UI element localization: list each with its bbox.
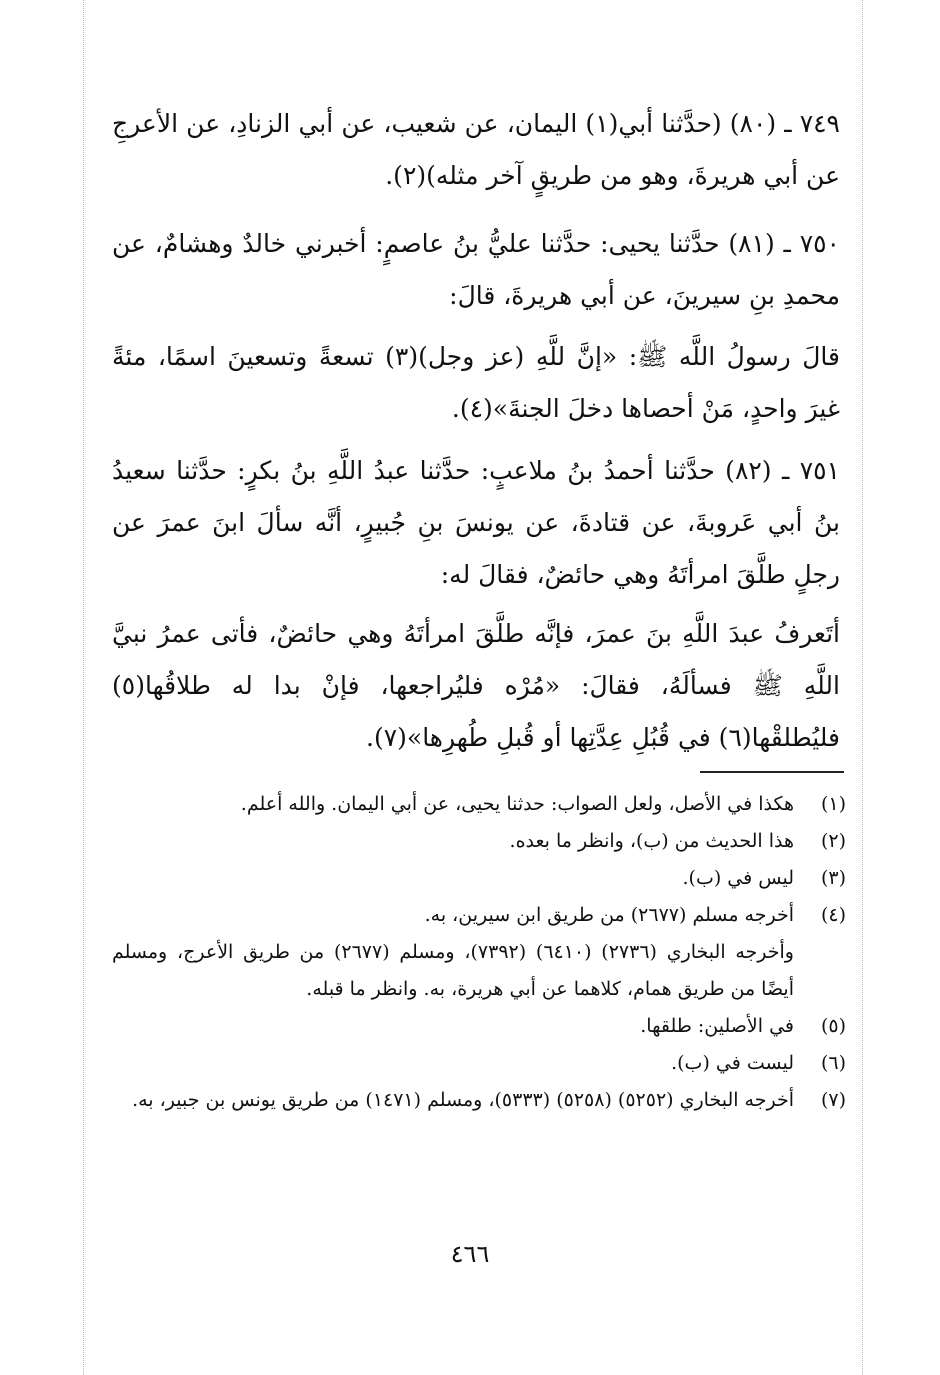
footnote-text: أخرجه مسلم (٢٦٧٧) من طريق ابن سيرين، به.: [424, 904, 794, 926]
footnote: [112, 1045, 846, 1082]
paragraph: ٧٤٩ ـ (٨٠) (حدَّثنا أبي(١) اليمان، عن شعيب، عن أبي الزنادِ، عن الأعرجِ عن أبي هريرةَ، وهو من طريقٍ آخر مثله)(٢).: [112, 109, 840, 190]
footnote-text: هكذا في الأصل، ولعل الصواب: حدثنا يحيى، عن أبي اليمان. والله أعلم.: [240, 793, 794, 815]
footnote-text: في الأصلين: طلقها.: [640, 1015, 794, 1037]
footnote: [112, 897, 846, 934]
footnotes: [112, 786, 846, 1119]
footnote: [112, 1082, 846, 1119]
paragraph: أتَعرفُ عبدَ اللَّهِ بنَ عمرَ، فإنَّه طلَّقَ امرأتَهُ وهي حائضٌ، فأتى عمرُ نبيَّ اللَّهِ ﷺ فسألَهُ، فقالَ: «مُرْه فليُراجعها، فإنْ بدا له طلاقُها(٥) فليُطلقْها(٦) في قُبُلِ عِدَّتِها أو قُبلِ طُهرِها»(٧).: [112, 619, 840, 752]
footnote-number: (٤): [820, 904, 846, 926]
footnote-separator: [700, 771, 844, 773]
footnote-number: (٣): [820, 867, 846, 889]
footnote-number: (٢): [820, 830, 846, 852]
paragraph: ٧٥١ ـ (٨٢) حدَّثنا أحمدُ بنُ ملاعبٍ: حدَّثنا عبدُ اللَّهِ بنُ بكرٍ: حدَّثنا سعيدُ بنُ أبي عَروبةَ، عن قتادةَ، عن يونسَ بنِ جُبيرٍ، أنَّه سألَ ابنَ عمرَ عن رجلٍ طلَّقَ امرأتَهُ وهي حائضٌ، فقالَ له:: [112, 456, 840, 589]
hadith-750: [112, 218, 840, 322]
footnote: [112, 860, 846, 897]
footnote: [112, 786, 846, 823]
hadith-751-text: [112, 608, 840, 764]
footnote-continuation: وأخرجه البخاري (٢٧٣٦) (٦٤١٠) (٧٣٩٢)، ومسلم (٢٦٧٧) من طريق الأعرج، ومسلم أيضًا من طريق همام، كلاهما عن أبي هريرة، به. وانظر ما قبله.: [112, 941, 794, 1000]
footnote-number: (٧): [820, 1089, 846, 1111]
hadith-749: [112, 98, 840, 202]
footnote-number: (٦): [820, 1052, 846, 1074]
footnote-text: ليس في (ب).: [682, 867, 794, 889]
footnote-text: هذا الحديث من (ب)، وانظر ما بعده.: [509, 830, 794, 852]
footnote: [112, 1008, 846, 1045]
paragraph: ٧٥٠ ـ (٨١) حدَّثنا يحيى: حدَّثنا عليُّ بنُ عاصمٍ: أخبرني خالدٌ وهشامٌ، عن محمدِ بنِ سيرينَ، عن أبي هريرةَ، قالَ:: [112, 229, 840, 310]
left-margin-guide: [83, 0, 84, 1375]
footnote-number: (٥): [820, 1015, 846, 1037]
footnote-text: ليست في (ب).: [671, 1052, 794, 1074]
right-margin-guide: [862, 0, 863, 1375]
page-number: ٤٦٦: [450, 1240, 490, 1268]
footnote-text: أخرجه البخاري (٥٢٥٢) (٥٢٥٨) (٥٣٣٣)، ومسلم (١٤٧١) من طريق يونس بن جبير، به.: [132, 1089, 794, 1111]
hadith-751: [112, 445, 840, 601]
hadith-750-text: [112, 331, 840, 435]
paragraph: قالَ رسولُ اللَّه ﷺ: «إنَّ للَّهِ (عز وجل)(٣) تسعةً وتسعينَ اسمًا، مئةً غيرَ واحدٍ، مَنْ أحصاها دخلَ الجنةَ»(٤).: [112, 342, 841, 423]
footnote-number: (١): [820, 793, 846, 815]
footnote: [112, 823, 846, 860]
